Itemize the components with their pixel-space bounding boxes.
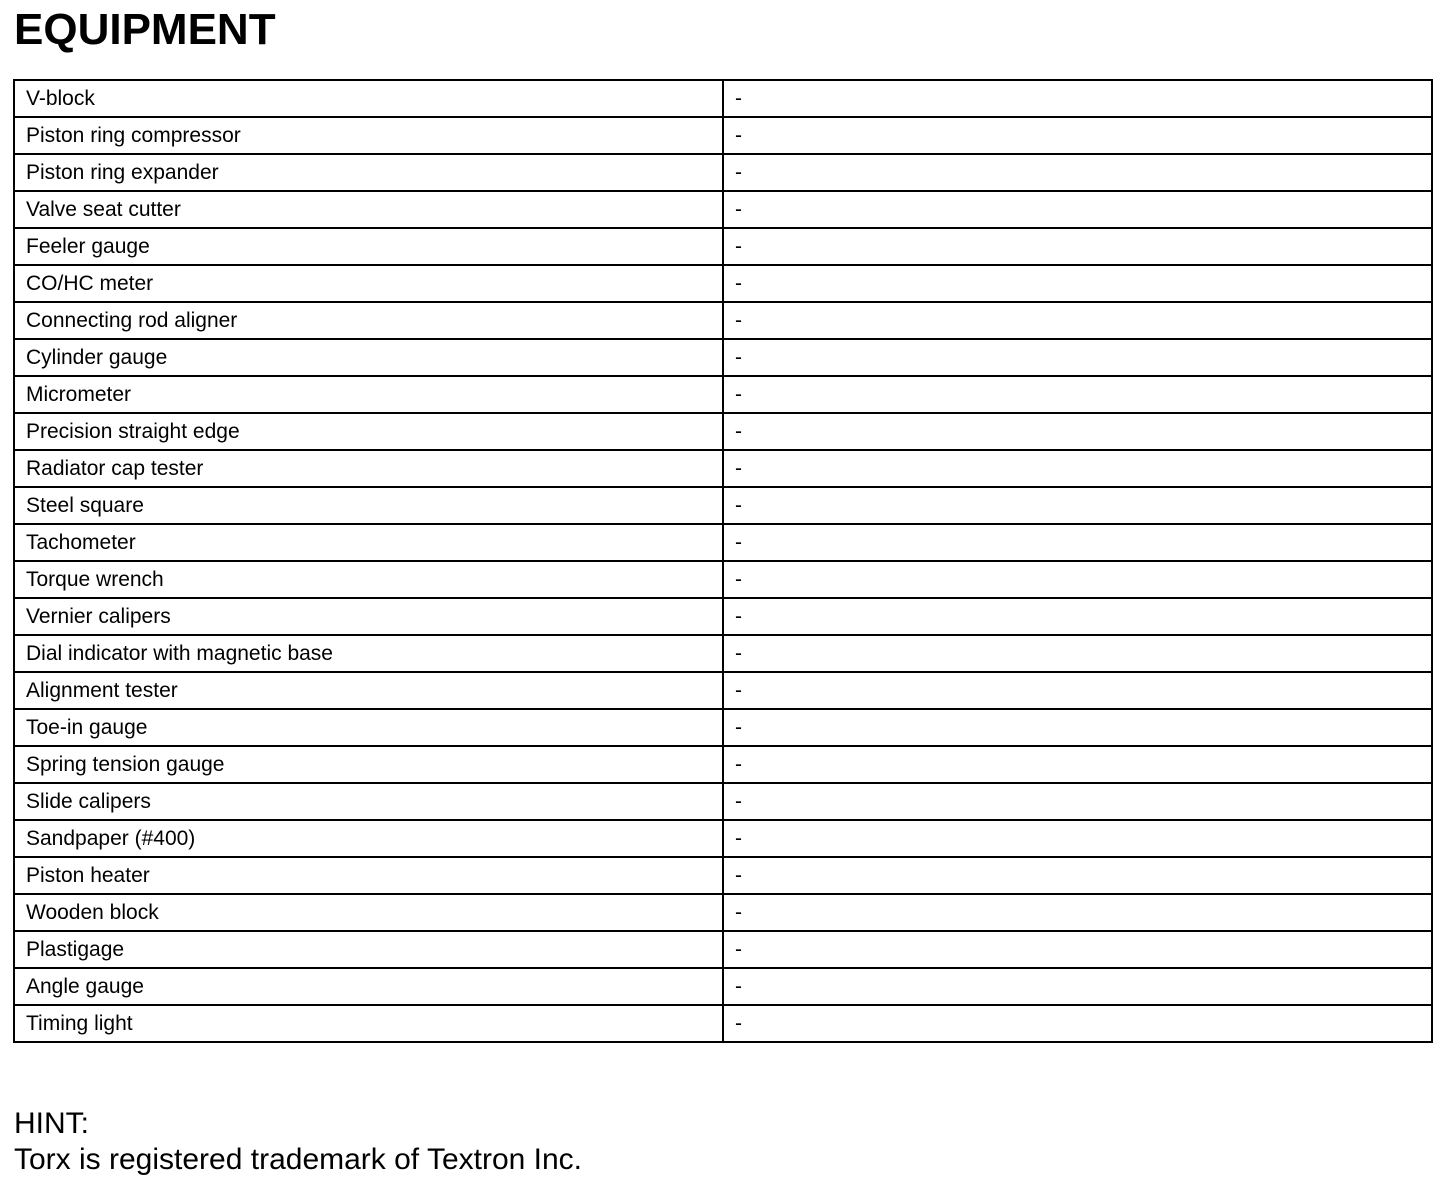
equipment-name-cell: Timing light — [14, 1005, 723, 1042]
table-row — [14, 783, 1432, 820]
table-row — [14, 302, 1432, 339]
equipment-name-cell: Valve seat cutter — [14, 191, 723, 228]
equipment-name-cell: Piston heater — [14, 857, 723, 894]
table-row — [14, 931, 1432, 968]
equipment-value-cell: - — [723, 783, 1432, 820]
equipment-name-cell: Torque wrench — [14, 561, 723, 598]
equipment-value-cell: - — [723, 339, 1432, 376]
table-row — [14, 524, 1432, 561]
equipment-value-cell: - — [723, 746, 1432, 783]
equipment-value-cell: - — [723, 228, 1432, 265]
equipment-name-cell: Cylinder gauge — [14, 339, 723, 376]
equipment-name-cell: Angle gauge — [14, 968, 723, 1005]
table-row — [14, 894, 1432, 931]
equipment-name-cell: Piston ring compressor — [14, 117, 723, 154]
equipment-name-cell: Plastigage — [14, 931, 723, 968]
table-row — [14, 857, 1432, 894]
table-row — [14, 561, 1432, 598]
table-row — [14, 1005, 1432, 1042]
equipment-value-cell: - — [723, 413, 1432, 450]
equipment-name-cell: Piston ring expander — [14, 154, 723, 191]
equipment-value-cell: - — [723, 968, 1432, 1005]
table-row — [14, 709, 1432, 746]
equipment-value-cell: - — [723, 820, 1432, 857]
table-row — [14, 487, 1432, 524]
equipment-name-cell: Alignment tester — [14, 672, 723, 709]
equipment-value-cell: - — [723, 1005, 1432, 1042]
equipment-name-cell: Feeler gauge — [14, 228, 723, 265]
table-row — [14, 598, 1432, 635]
equipment-name-cell: Connecting rod aligner — [14, 302, 723, 339]
equipment-value-cell: - — [723, 561, 1432, 598]
equipment-name-cell: Precision straight edge — [14, 413, 723, 450]
equipment-value-cell: - — [723, 302, 1432, 339]
equipment-name-cell: V-block — [14, 80, 723, 117]
table-row — [14, 339, 1432, 376]
table-row — [14, 450, 1432, 487]
equipment-name-cell: Sandpaper (#400) — [14, 820, 723, 857]
table-row — [14, 635, 1432, 672]
equipment-value-cell: - — [723, 191, 1432, 228]
table-row — [14, 191, 1432, 228]
equipment-value-cell: - — [723, 709, 1432, 746]
equipment-value-cell: - — [723, 524, 1432, 561]
equipment-value-cell: - — [723, 265, 1432, 302]
equipment-value-cell: - — [723, 376, 1432, 413]
equipment-value-cell: - — [723, 672, 1432, 709]
equipment-name-cell: Toe-in gauge — [14, 709, 723, 746]
equipment-value-cell: - — [723, 487, 1432, 524]
equipment-table — [13, 79, 1433, 1043]
equipment-name-cell: Vernier calipers — [14, 598, 723, 635]
equipment-value-cell: - — [723, 450, 1432, 487]
table-row — [14, 968, 1432, 1005]
table-row — [14, 820, 1432, 857]
equipment-name-cell: Wooden block — [14, 894, 723, 931]
equipment-value-cell: - — [723, 80, 1432, 117]
hint-text: Torx is registered trademark of Textron Inc. — [14, 1143, 583, 1176]
equipment-name-cell: Radiator cap tester — [14, 450, 723, 487]
equipment-name-cell: Spring tension gauge — [14, 746, 723, 783]
table-row — [14, 413, 1432, 450]
equipment-name-cell: Dial indicator with magnetic base — [14, 635, 723, 672]
table-row — [14, 672, 1432, 709]
table-row — [14, 117, 1432, 154]
equipment-value-cell: - — [723, 154, 1432, 191]
table-row — [14, 376, 1432, 413]
table-row — [14, 228, 1432, 265]
table-row — [14, 265, 1432, 302]
equipment-value-cell: - — [723, 931, 1432, 968]
equipment-value-cell: - — [723, 857, 1432, 894]
equipment-value-cell: - — [723, 117, 1432, 154]
page-title: EQUIPMENT — [14, 5, 276, 54]
equipment-name-cell: Steel square — [14, 487, 723, 524]
table-row — [14, 746, 1432, 783]
hint-block — [14, 1106, 582, 1178]
equipment-value-cell: - — [723, 598, 1432, 635]
equipment-name-cell: CO/HC meter — [14, 265, 723, 302]
equipment-name-cell: Tachometer — [14, 524, 723, 561]
table-row — [14, 80, 1432, 117]
equipment-name-cell: Slide calipers — [14, 783, 723, 820]
equipment-name-cell: Micrometer — [14, 376, 723, 413]
hint-heading: HINT: — [14, 1107, 89, 1140]
equipment-value-cell: - — [723, 635, 1432, 672]
equipment-table-body — [14, 80, 1432, 1042]
equipment-value-cell: - — [723, 894, 1432, 931]
table-row — [14, 154, 1432, 191]
